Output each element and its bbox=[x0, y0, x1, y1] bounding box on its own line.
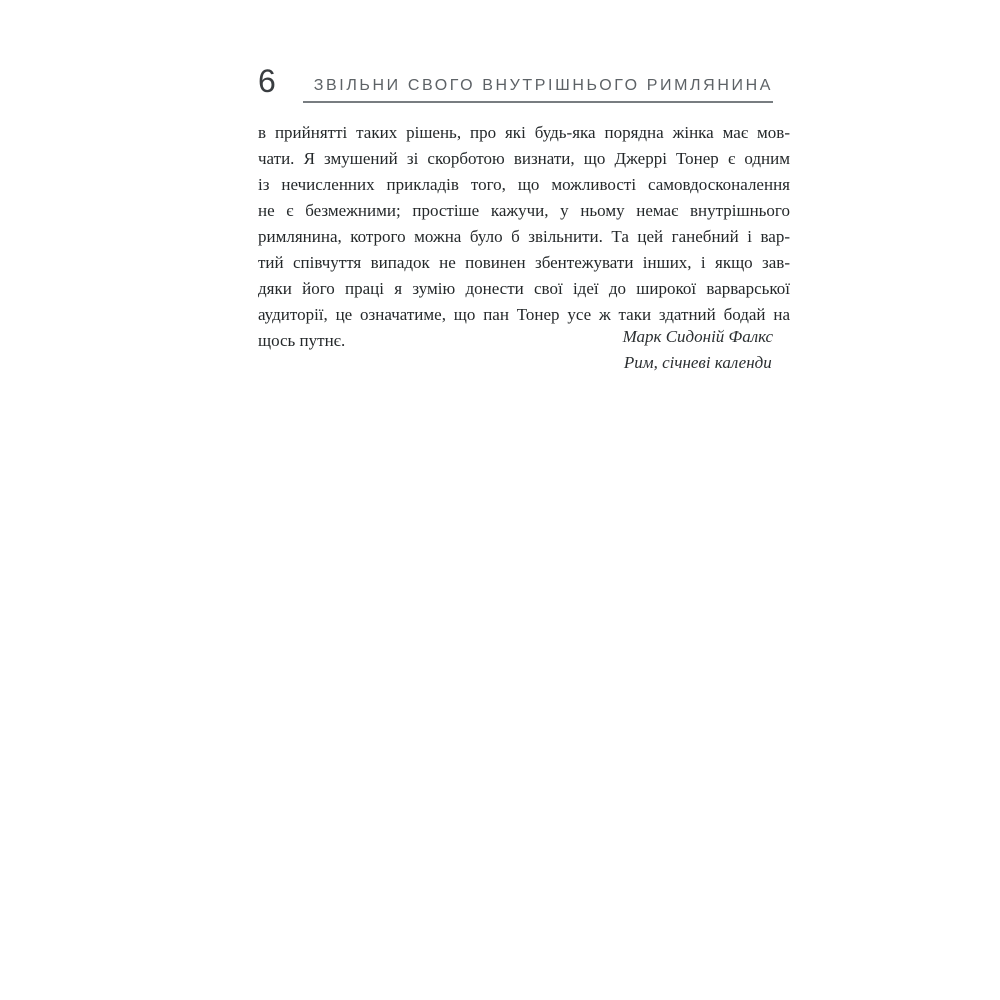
signature-place-date: Рим, січневі календи bbox=[623, 353, 772, 372]
running-head-title: ЗВІЛЬНИ СВОГО ВНУТРІШНЬОГО РИМЛЯНИНА bbox=[313, 77, 773, 94]
signature-inner bbox=[623, 324, 773, 376]
body-paragraph bbox=[258, 120, 790, 354]
body-line: із нечисленних прикладів того, що можливості самовдосконалення bbox=[258, 175, 790, 194]
body-line: не є безмежними; простіше кажучи, у ньому немає внутрішнього bbox=[258, 201, 790, 220]
body-line: римлянина, котрого можна було б звільнити. Та цей ганебний і вар- bbox=[258, 227, 790, 246]
body-line: аудиторії, це означатиме, що пан Тонер усе ж таки здатний бодай на bbox=[258, 305, 790, 324]
body-line: в прийнятті таких рішень, про які будь-яка порядна жінка має мов- bbox=[258, 123, 790, 142]
page-number: 6 bbox=[258, 63, 276, 99]
signature-author: Марк Сидоній Фалкс bbox=[622, 327, 773, 346]
body-line: щось путнє. bbox=[258, 331, 346, 350]
signature-block bbox=[623, 324, 773, 376]
running-head bbox=[303, 72, 773, 103]
body-line: дяки його праці я зумію донести свої ідеї до широкої варварської bbox=[258, 279, 790, 298]
body-line: тий співчуття випадок не повинен збентежувати інших, і якщо зав- bbox=[258, 253, 790, 272]
body-line: чати. Я змушений зі скорботою визнати, що Джеррі Тонер є одним bbox=[258, 149, 790, 168]
